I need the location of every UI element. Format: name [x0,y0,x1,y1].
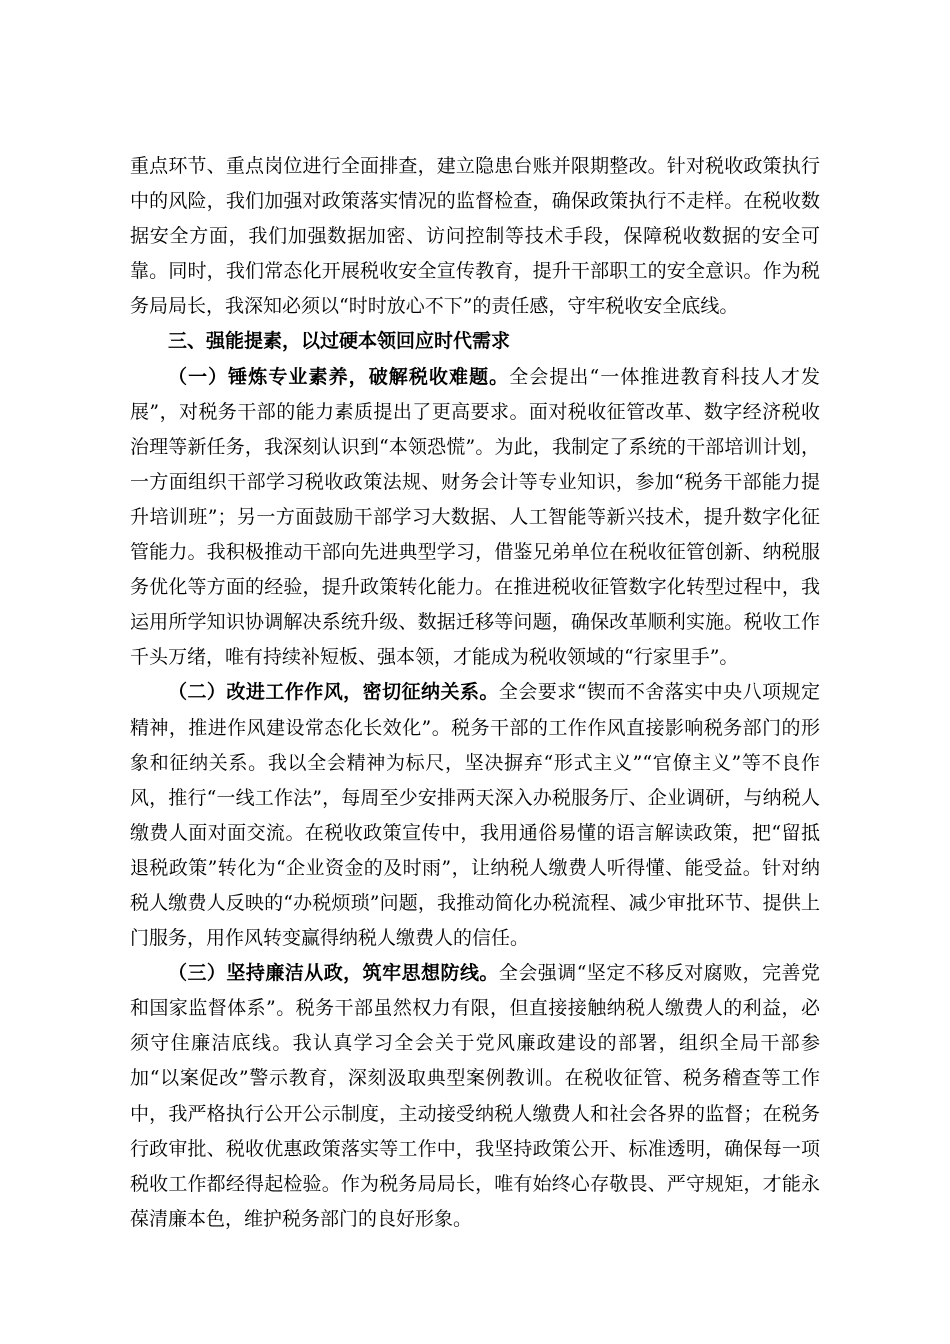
subsection-1-lead: （一）锤炼专业素养，破解税收难题。 [168,365,510,388]
subsection-2-lead: （二）改进工作作风，密切征纳关系。 [168,681,499,704]
subsection-3-paragraph [130,956,820,1237]
subsection-2-paragraph [130,675,820,956]
subsection-3-body: 全会强调“坚定不移反对腐败，完善党和国家监督体系”。税务干部虽然权力有限，但直接接触纳税人缴费人的利益，必须守住廉洁底线。我认真学习全会关于党风廉政建设的部署，组织全局干部参加“以案促改”警示教育，深刻汲取典型案例教训。在税收征管、税务稽查等工作中，我严格执行公开公示制度，主动接受纳税人缴费人和社会各界的监督；在税务行政审批、税收优惠政策落实等工作中，我坚持政策公开、标准透明，确保每一项税收工作都经得起检验。作为税务局局长，唯有始终心存敬畏、严守规矩，才能永葆清廉本色，维护税务部门的良好形象。 [130,962,820,1230]
subsection-2-body: 全会要求“锲而不舍落实中央八项规定精神，推进作风建设常态化长效化”。税务干部的工作作风直接影响税务部门的形象和征纳关系。我以全会精神为标尺，坚决摒弃“形式主义”“官僚主义”等不良作风，推行“一线工作法”，每周至少安排两天深入办税服务厅、企业调研，与纳税人缴费人面对面交流。在税收政策宣传中，我用通俗易懂的语言解读政策，把“留抵退税政策”转化为“企业资金的及时雨”，让纳税人缴费人听得懂、能受益。针对纳税人缴费人反映的“办税烦琐”问题，我推动简化办税流程、减少审批环节、提供上门服务，用作风转变赢得纳税人缴费人的信任。 [130,681,820,950]
subsection-1-paragraph [130,360,820,676]
section-heading: 三、强能提素，以过硬本领回应时代需求 [168,330,511,353]
subsection-3-lead: （三）坚持廉洁从政，筑牢思想防线。 [168,962,499,985]
continuation-paragraph: 重点环节、重点岗位进行全面排查，建立隐患台账并限期整改。针对税收政策执行中的风险，我们加强对政策落实情况的监督检查，确保政策执行不走样。在税收数据安全方面，我们加强数据加密、访问控制等技术手段，保障税收数据的安全可靠。同时，我们常态化开展税收安全宣传教育，提升干部职工的安全意识。作为税务局局长，我深知必须以“时时放心不下”的责任感，守牢税收安全底线。 [130,155,820,318]
subsection-1-body: 全会提出“一体推进教育科技人才发展”，对税务干部的能力素质提出了更高要求。面对税收征管改革、数字经济税收治理等新任务，我深刻认识到“本领恐慌”。为此，我制定了系统的干部培训计划，一方面组织干部学习税收政策法规、财务会计等专业知识，参加“税务干部能力提升培训班”；另一方面鼓励干部学习大数据、人工智能等新兴技术，提升数字化征管能力。我积极推动干部向先进典型学习，借鉴兄弟单位在税收征管创新、纳税服务优化等方面的经验，提升政策转化能力。在推进税收征管数字化转型过程中，我运用所学知识协调解决系统升级、数据迁移等问题，确保改革顺利实施。税收工作千头万绪，唯有持续补短板、强本领，才能成为税收领域的“行家里手”。 [130,365,820,669]
